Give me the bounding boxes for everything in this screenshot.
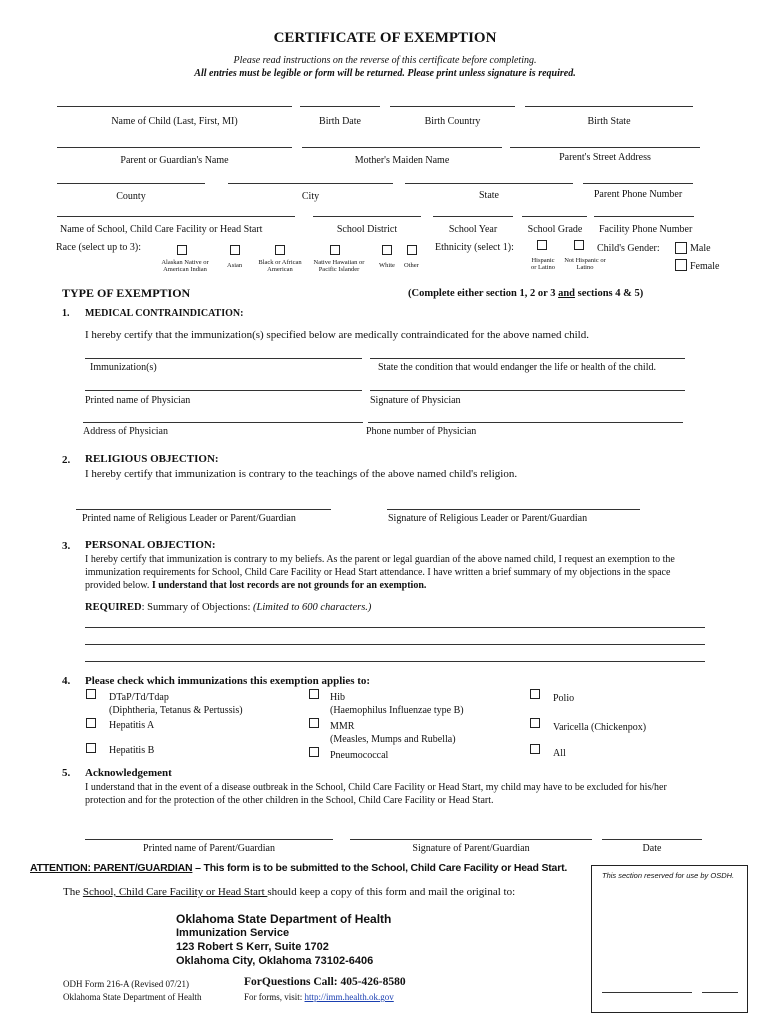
county-field[interactable]	[57, 183, 205, 184]
religious-leader-signature-label: Signature of Religious Leader or Parent/Guardian	[388, 513, 588, 524]
physician-address-label: Address of Physician	[83, 426, 168, 437]
race-checkbox-white[interactable]	[382, 245, 392, 255]
section-2-text: I hereby certify that immunization is contrary to the teachings of the above named child's religion.	[85, 468, 518, 480]
school-grade-field[interactable]	[522, 216, 587, 217]
section-3-warning: I understand that lost records are not grounds for an exemption.	[151, 580, 427, 591]
osdh-field-2	[702, 992, 738, 993]
physician-phone-label: Phone number of Physician	[366, 426, 477, 437]
forms-url-link[interactable]: http://imm.health.ok.gov	[304, 992, 394, 1002]
section-1-number: 1.	[62, 308, 70, 319]
city-label: City	[301, 191, 320, 202]
physician-name-field[interactable]	[85, 390, 362, 391]
type-of-exemption-heading: TYPE OF EXEMPTION	[62, 286, 191, 300]
street-address-field[interactable]	[510, 147, 700, 148]
immunization-field[interactable]	[85, 358, 362, 359]
forms-url-line	[244, 992, 394, 1002]
state-field[interactable]	[405, 183, 573, 184]
all-label: All	[553, 748, 566, 759]
school-grade-label: School Grade	[527, 224, 583, 235]
condition-field[interactable]	[370, 358, 685, 359]
pneumococcal-label: Pneumococcal	[330, 750, 389, 761]
forms-url-label: For forms, visit:	[244, 992, 305, 1002]
race-label: Race (select up to 3):	[56, 242, 141, 253]
hepa-checkbox[interactable]	[86, 718, 96, 728]
race-option-asian: Asian	[227, 262, 243, 269]
race-option-hawaiian: Native Hawaiian or Pacific Islander	[313, 259, 365, 273]
section-5-text: I understand that in the event of a disease outbreak in the School, Child Care Facility or Head Start, my child may have to be excluded for his/her protection and for the protection of the other children in the School, Child Care Facility or Head Start.	[85, 782, 667, 806]
section-3-number: 3.	[62, 540, 71, 552]
district-field[interactable]	[313, 216, 421, 217]
physician-signature-label: Signature of Physician	[370, 395, 461, 406]
page-title: CERTIFICATE OF EXEMPTION	[273, 30, 497, 46]
parent-signature-label: Signature of Parent/Guardian	[412, 843, 530, 854]
osdh-reserved-box	[591, 865, 748, 1013]
facility-phone-field[interactable]	[594, 216, 694, 217]
school-name-label: Name of School, Child Care Facility or Head Start	[60, 224, 263, 235]
hepa-label: Hepatitis A	[109, 720, 155, 731]
birth-country-label: Birth Country	[424, 116, 481, 127]
summary-text: : Summary of Objections:	[141, 602, 253, 613]
objection-summary-line-1[interactable]	[85, 627, 705, 628]
type-note-post: sections 4 & 5)	[575, 288, 644, 299]
city-field[interactable]	[228, 183, 393, 184]
form-number: ODH Form 216-A (Revised 07/21)	[63, 979, 189, 989]
parent-signature-field[interactable]	[350, 839, 592, 840]
summary-label	[85, 602, 371, 613]
ethnicity-option-hispanic: Hispanic or Latino	[530, 257, 555, 271]
race-option-alaskan: Alaskan Native or American Indian	[161, 259, 209, 273]
parent-name-label: Parent or Guardian's Name	[120, 155, 229, 166]
hib-sub-label: (Haemophilus Influenzae type B)	[330, 705, 464, 716]
section-2-number: 2.	[62, 454, 71, 466]
gender-checkbox-male[interactable]	[675, 242, 687, 254]
required-label: REQUIRED	[85, 602, 142, 613]
child-name-field[interactable]	[57, 106, 292, 107]
questions-phone: ForQuestions Call: 405-426-8580	[244, 976, 406, 988]
ethnicity-option-not-hispanic: Not Hispanic or Latino	[564, 257, 606, 271]
pneumococcal-checkbox[interactable]	[309, 747, 319, 757]
birth-state-label: Birth State	[587, 116, 631, 127]
mmr-label: MMR	[330, 721, 355, 732]
dtap-checkbox[interactable]	[86, 689, 96, 699]
parent-phone-field[interactable]	[583, 183, 693, 184]
ethnicity-checkbox-hispanic[interactable]	[537, 240, 547, 250]
section-1-text: I hereby certify that the immunization(s) specified below are medically contraindicated for the above named child.	[85, 329, 589, 341]
osdh-field-1	[602, 992, 692, 993]
county-label: County	[116, 191, 146, 202]
section-5-number: 5.	[62, 767, 71, 779]
hib-label: Hib	[330, 692, 345, 703]
school-year-label: School Year	[448, 224, 498, 235]
physician-address-field[interactable]	[83, 422, 363, 423]
parent-phone-label: Parent Phone Number	[593, 189, 683, 200]
attention-label: ATTENTION: PARENT/GUARDIAN	[30, 862, 193, 874]
section-4-number: 4.	[62, 675, 71, 687]
child-name-label: Name of Child (Last, First, MI)	[111, 116, 238, 127]
birth-country-field[interactable]	[390, 106, 515, 107]
physician-signature-field[interactable]	[370, 390, 685, 391]
date-field[interactable]	[602, 839, 702, 840]
mail-city: Oklahoma City, Oklahoma 73102-6406	[176, 955, 374, 967]
condition-label: State the condition that would endanger the life or health of the child.	[378, 362, 656, 373]
attention-2-pre: The	[63, 886, 83, 898]
instructions-line-1: Please read instructions on the reverse of this certificate before completing.	[233, 55, 537, 66]
gender-female-label: Female	[690, 261, 720, 272]
religious-leader-name-field[interactable]	[76, 509, 331, 510]
varicella-checkbox[interactable]	[530, 718, 540, 728]
section-1-title: MEDICAL CONTRAINDICATION:	[85, 308, 244, 319]
attention-2-post: should keep a copy of this form and mail the original to:	[267, 886, 516, 898]
section-2-title: RELIGIOUS OBJECTION:	[85, 453, 219, 465]
mail-org: Oklahoma State Department of Health	[176, 912, 392, 926]
birth-state-field[interactable]	[525, 106, 693, 107]
section-3-text	[85, 553, 705, 592]
section-4-title: Please check which immunizations this exemption applies to:	[85, 675, 371, 687]
district-label: School District	[336, 224, 398, 235]
hepb-label: Hepatitis B	[109, 745, 155, 756]
hepb-checkbox[interactable]	[86, 743, 96, 753]
polio-label: Polio	[553, 693, 575, 704]
physician-phone-field[interactable]	[368, 422, 683, 423]
religious-leader-signature-field[interactable]	[387, 509, 640, 510]
parent-name-field[interactable]	[57, 147, 292, 148]
street-address-label: Parent's Street Address	[559, 152, 651, 163]
section-3-title: PERSONAL OBJECTION:	[85, 539, 216, 551]
mmr-sub-label: (Measles, Mumps and Rubella)	[330, 734, 456, 745]
type-of-exemption-note	[408, 288, 643, 299]
osdh-reserved-text: This section reserved for use by OSDH.	[602, 871, 735, 880]
parent-printed-name-label: Printed name of Parent/Guardian	[143, 843, 275, 854]
ethnicity-label: Ethnicity (select 1):	[435, 242, 514, 253]
type-note-and: and	[558, 288, 576, 299]
birth-date-field[interactable]	[300, 106, 380, 107]
attention-2-underline: School, Child Care Facility or Head Start	[82, 886, 268, 898]
race-option-other: Other	[404, 262, 419, 269]
section-3-body: I hereby certify that immunization is contrary to my beliefs. As the parent or legal guardian of the above named child, I request an exemption to the immunization requirements for School, Child Care Facility or Head Start attendance. I have written a brief summary of my objections in the space provided below.	[85, 554, 675, 591]
birth-date-label: Birth Date	[319, 116, 361, 127]
facility-phone-label: Facility Phone Number	[599, 224, 693, 235]
polio-checkbox[interactable]	[530, 689, 540, 699]
objection-summary-line-3[interactable]	[85, 661, 705, 662]
instructions-line-2: All entries must be legible or form will be returned. Please print unless signature is required.	[194, 68, 576, 79]
gender-checkbox-female[interactable]	[675, 259, 687, 271]
gender-label: Child's Gender:	[597, 243, 660, 254]
school-name-field[interactable]	[57, 216, 295, 217]
race-checkbox-other[interactable]	[407, 245, 417, 255]
mother-maiden-label: Mother's Maiden Name	[354, 155, 450, 166]
footer-org: Oklahoma State Department of Health	[63, 992, 202, 1002]
mail-dept: Immunization Service	[176, 927, 290, 939]
immunization-label: Immunization(s)	[90, 362, 157, 373]
mail-street: 123 Robert S Kerr, Suite 1702	[176, 941, 329, 953]
attention-line	[30, 862, 567, 874]
race-checkbox-asian[interactable]	[230, 245, 240, 255]
race-option-white: White	[379, 262, 395, 269]
ethnicity-checkbox-not-hispanic[interactable]	[574, 240, 584, 250]
state-label: State	[479, 190, 499, 201]
type-note-pre: (Complete either section 1, 2 or 3	[408, 288, 559, 299]
attention-line-2	[63, 886, 515, 898]
dtap-label: DTaP/Td/Tdap	[109, 692, 169, 703]
religious-leader-name-label: Printed name of Religious Leader or Parent/Guardian	[82, 513, 296, 524]
section-5-title: Acknowledgement	[85, 767, 172, 779]
race-checkbox-black[interactable]	[275, 245, 285, 255]
parent-printed-name-field[interactable]	[85, 839, 333, 840]
attention-text: – This form is to be submitted to the School, Child Care Facility or Head Start.	[192, 862, 568, 874]
mother-maiden-field[interactable]	[302, 147, 502, 148]
school-year-field[interactable]	[433, 216, 513, 217]
summary-limit: (Limited to 600 characters.)	[253, 602, 372, 613]
physician-name-label: Printed name of Physician	[85, 395, 191, 406]
objection-summary-line-2[interactable]	[85, 644, 705, 645]
gender-male-label: Male	[690, 243, 711, 254]
all-checkbox[interactable]	[530, 744, 540, 754]
varicella-label: Varicella (Chickenpox)	[553, 722, 647, 733]
race-option-black: Black or African American	[258, 259, 302, 273]
date-label: Date	[642, 843, 662, 854]
race-checkbox-hawaiian[interactable]	[330, 245, 340, 255]
mmr-checkbox[interactable]	[309, 718, 319, 728]
race-checkbox-alaskan[interactable]	[177, 245, 187, 255]
hib-checkbox[interactable]	[309, 689, 319, 699]
dtap-sub-label: (Diphtheria, Tetanus & Pertussis)	[109, 705, 243, 716]
